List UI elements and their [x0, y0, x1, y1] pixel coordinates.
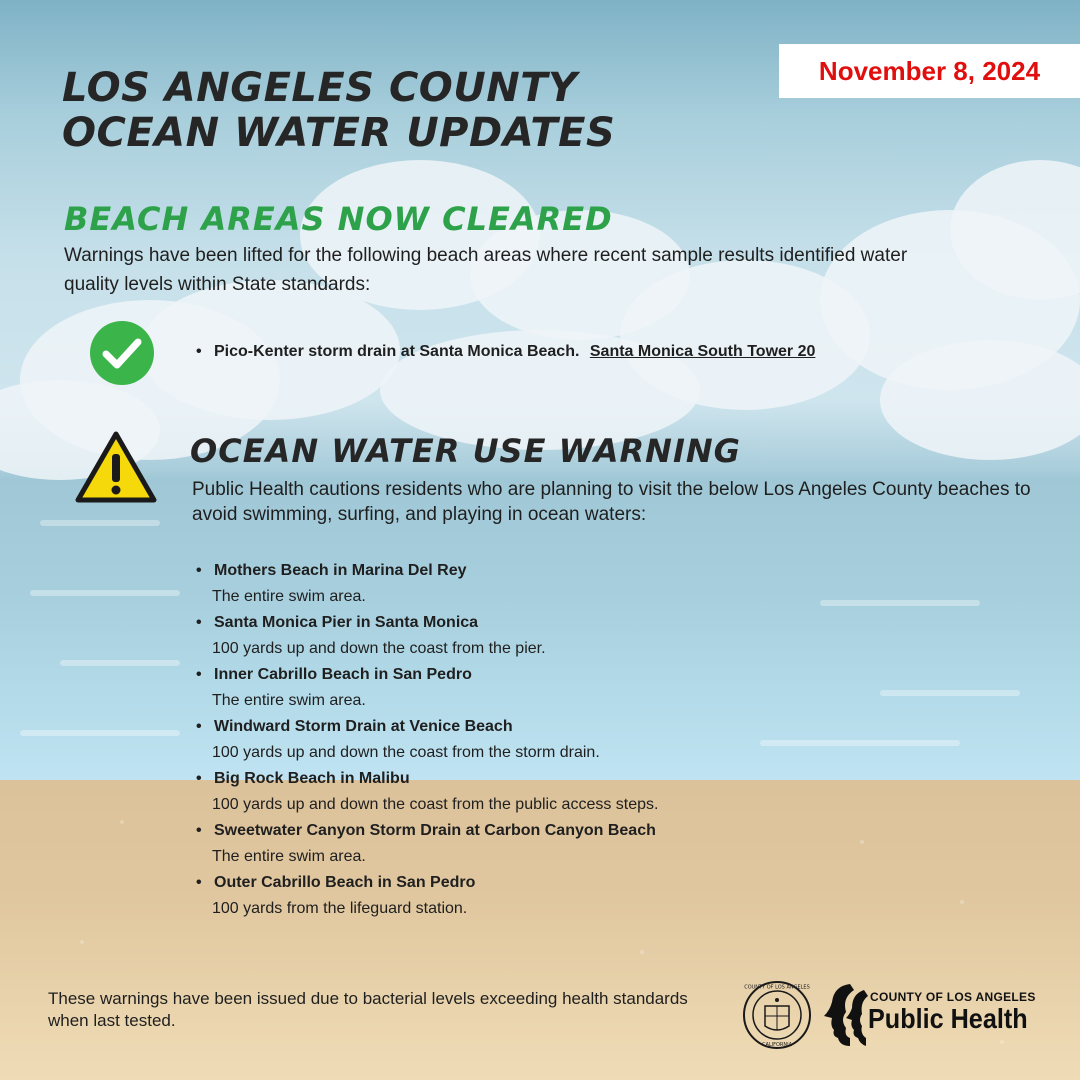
beach-detail: 100 yards up and down the coast from the public access steps. — [212, 796, 659, 813]
warning-triangle-icon — [74, 430, 158, 504]
date-text: November 8, 2024 — [818, 55, 1041, 86]
wave — [760, 740, 960, 746]
beach-detail: 100 yards up and down the coast from the pier. — [212, 640, 546, 657]
cleared-item-name: Pico-Kenter storm drain at Santa Monica Beach. — [214, 343, 580, 360]
sand-dot — [640, 950, 644, 954]
beach-detail: The entire swim area. — [212, 848, 366, 865]
wave — [60, 660, 180, 666]
wave — [30, 590, 180, 596]
beach-name: • Inner Cabrillo Beach in San Pedro — [196, 666, 472, 683]
bullet: • — [196, 343, 202, 360]
list-item — [196, 664, 658, 716]
cleared-description: Warnings have been lifted for the following beach areas where recent sample results identified water quality levels within State standards: — [64, 245, 908, 295]
list-item — [196, 872, 658, 924]
logo-public-health-text: Public Health — [868, 1003, 1028, 1034]
public-health-logo-icon — [820, 980, 870, 1050]
wave — [40, 520, 160, 526]
svg-text:CALIFORNIA: CALIFORNIA — [761, 1042, 793, 1048]
beach-name: • Sweetwater Canyon Storm Drain at Carbon Canyon Beach — [196, 822, 656, 839]
sand-dot — [860, 840, 864, 844]
beach-name: • Windward Storm Drain at Venice Beach — [196, 718, 513, 735]
beach-detail: 100 yards from the lifeguard station. — [212, 900, 468, 917]
title-line-1: LOS ANGELES COUNTY — [62, 65, 578, 111]
svg-text:COUNTY OF LOS ANGELES: COUNTY OF LOS ANGELES — [744, 984, 810, 991]
warning-beach-list — [196, 560, 658, 924]
cleared-item-link[interactable]: Santa Monica South Tower 20 — [589, 343, 816, 360]
list-item — [196, 560, 658, 612]
cloud — [880, 340, 1080, 460]
sand-dot — [1000, 1040, 1004, 1044]
footer-note: These warnings have been issued due to bacterial levels exceeding health standards when last tested. — [48, 989, 688, 1030]
county-seal-icon — [742, 980, 812, 1050]
sand-dot — [120, 820, 124, 824]
page-title — [62, 66, 615, 156]
logo-county-text: COUNTY OF LOS ANGELES — [870, 990, 1036, 1004]
wave — [820, 600, 980, 606]
beach-detail: 100 yards up and down the coast from the storm drain. — [212, 744, 600, 761]
beach-detail: The entire swim area. — [212, 692, 366, 709]
beach-detail: The entire swim area. — [212, 588, 366, 605]
sand-dot — [80, 940, 84, 944]
warning-description: Public Health cautions residents who are planning to visit the below Los Angeles County beaches to avoid swimming, surfing, and playing in ocean waters: — [192, 479, 1031, 525]
cleared-heading: BEACH AREAS NOW CLEARED — [64, 200, 613, 238]
wave — [880, 690, 1020, 696]
list-item — [196, 820, 658, 872]
beach-name: • Santa Monica Pier in Santa Monica — [196, 614, 479, 631]
check-circle-icon — [89, 320, 155, 386]
list-item — [196, 716, 658, 768]
warning-heading: OCEAN WATER USE WARNING — [190, 432, 741, 470]
beach-name: • Outer Cabrillo Beach in San Pedro — [196, 874, 476, 891]
sand-dot — [960, 900, 964, 904]
date-badge — [779, 44, 1080, 98]
list-item — [196, 768, 658, 820]
cleared-list-item — [196, 343, 815, 361]
beach-name: • Big Rock Beach in Malibu — [196, 770, 410, 787]
list-item — [196, 612, 658, 664]
wave — [20, 730, 180, 736]
beach-name: • Mothers Beach in Marina Del Rey — [196, 562, 467, 579]
title-line-2: OCEAN WATER UPDATES — [62, 110, 616, 156]
